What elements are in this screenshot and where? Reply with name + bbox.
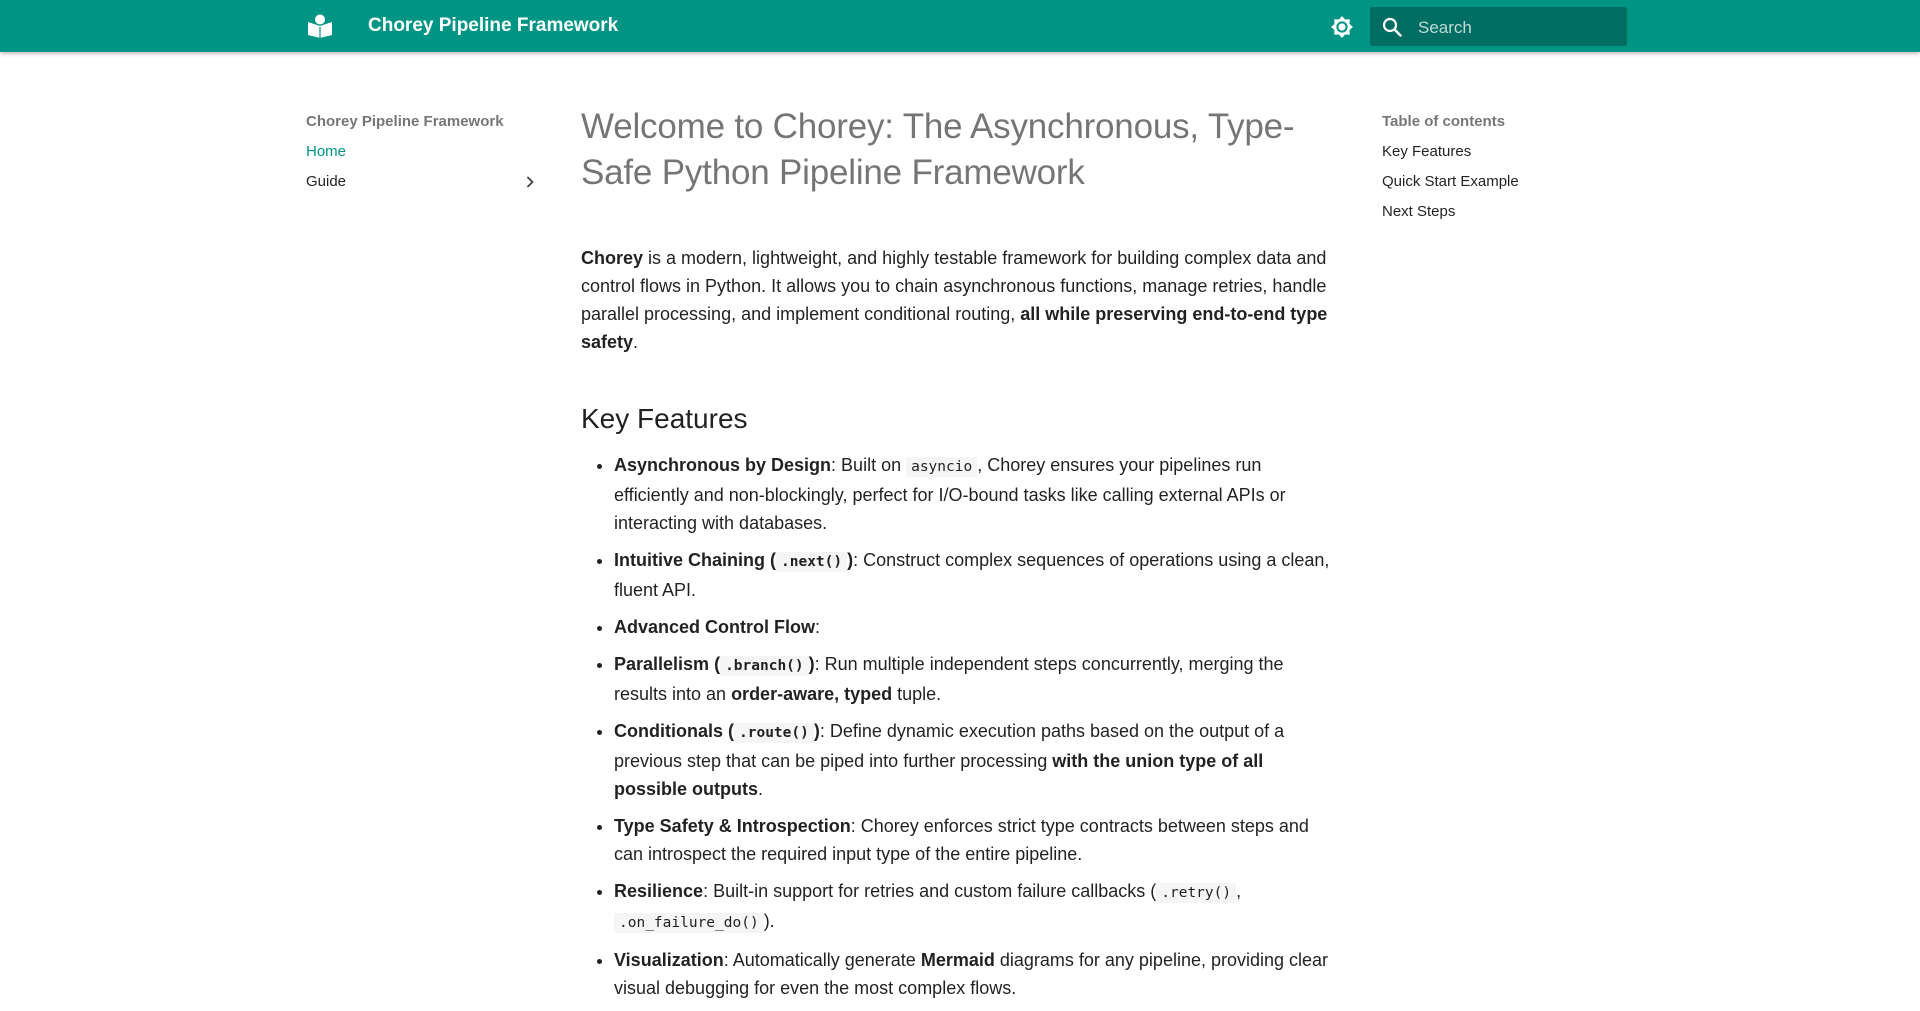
feature-text: , Chorey ensures your pipelines run efficiently and non-blockingly, perfect for I/O-bound tasks like calling external APIs or interacting with databases. bbox=[614, 455, 1286, 533]
feature-title-part: Conditionals ( bbox=[614, 721, 734, 741]
feature-text: : Automatically generate bbox=[723, 950, 921, 970]
feature-text: : Run multiple independent steps concurrently, merging the results into an bbox=[614, 654, 1284, 704]
feature-text: : Built on bbox=[831, 455, 907, 475]
feature-title bbox=[614, 550, 853, 570]
list-item bbox=[614, 613, 1341, 641]
list-item bbox=[614, 717, 1341, 803]
feature-title: Resilience bbox=[614, 881, 704, 901]
feature-text: . bbox=[758, 779, 764, 799]
list-item bbox=[614, 650, 1341, 708]
feature-text: : Define dynamic execution paths based on the output of a previous step that can be piped into further processing bbox=[614, 721, 1285, 771]
top-bar bbox=[0, 0, 1920, 52]
toc-item-key-features[interactable]: Key Features bbox=[1382, 143, 1472, 160]
feature-title: Type Safety & Introspection bbox=[614, 816, 851, 836]
theme-toggle-icon[interactable] bbox=[1328, 13, 1356, 41]
feature-title-part: ) bbox=[847, 550, 854, 570]
page-title: Welcome to Chorey: The Asynchronous, Type-Safe Python Pipeline Framework bbox=[581, 107, 1295, 192]
list-item bbox=[614, 451, 1341, 537]
feature-emphasis: Mermaid bbox=[920, 950, 995, 970]
intro-end: . bbox=[633, 332, 639, 352]
sidebar-item-guide[interactable] bbox=[306, 172, 538, 192]
toc-item-quick-start[interactable]: Quick Start Example bbox=[1382, 173, 1519, 190]
inline-code: .next() bbox=[776, 552, 847, 572]
sidebar-item-label: Guide bbox=[306, 173, 347, 190]
feature-text: , bbox=[1236, 881, 1242, 901]
feature-text: : Chorey enforces strict type contracts between steps and can introspect the required input type of the entire pipeline. bbox=[614, 816, 1309, 864]
site-title[interactable]: Chorey Pipeline Framework bbox=[368, 15, 619, 36]
inline-code: .route() bbox=[734, 723, 814, 743]
feature-text: ). bbox=[763, 911, 775, 931]
search-icon bbox=[1381, 16, 1403, 38]
table-of-contents bbox=[1382, 112, 1622, 222]
sidebar-item-home[interactable]: Home bbox=[306, 143, 347, 160]
feature-title bbox=[614, 721, 820, 741]
feature-title-part: ) bbox=[808, 654, 815, 674]
sidebar-heading: Chorey Pipeline Framework bbox=[306, 113, 504, 130]
feature-title-part: ) bbox=[813, 721, 820, 741]
key-features-heading: Key Features bbox=[581, 403, 748, 434]
intro-emphasis: all while preserving end-to-end type safety bbox=[581, 304, 1328, 352]
feature-title-part: Parallelism ( bbox=[614, 654, 721, 674]
intro-lead: Chorey bbox=[581, 248, 644, 268]
feature-title-part: Intuitive Chaining ( bbox=[614, 550, 776, 570]
inline-code: .on_failure_do() bbox=[614, 913, 764, 933]
feature-text: : bbox=[815, 617, 821, 637]
feature-text: diagrams for any pipeline, providing clear visual debugging for even the most complex flows. bbox=[614, 950, 1329, 998]
search-input[interactable] bbox=[1416, 7, 1620, 48]
toc-item-next-steps[interactable]: Next Steps bbox=[1382, 203, 1456, 220]
feature-text: : Built-in support for retries and custom failure callbacks ( bbox=[703, 881, 1157, 901]
feature-title: Advanced Control Flow bbox=[614, 617, 816, 637]
feature-title: Asynchronous by Design bbox=[614, 455, 832, 475]
sidebar-nav bbox=[306, 112, 538, 192]
feature-text: tuple. bbox=[892, 684, 942, 704]
feature-emphasis: with the union type of all possible outputs bbox=[614, 751, 1264, 799]
feature-title bbox=[614, 654, 815, 674]
list-item bbox=[614, 546, 1341, 604]
list-item bbox=[614, 877, 1341, 937]
intro-paragraph bbox=[581, 244, 1341, 356]
book-logo-icon[interactable] bbox=[306, 13, 334, 39]
feature-text: : Construct complex sequences of operations using a clean, fluent API. bbox=[614, 550, 1330, 600]
list-item bbox=[614, 946, 1341, 1002]
search-box[interactable] bbox=[1370, 7, 1627, 46]
features-list bbox=[581, 451, 1341, 1002]
inline-code: .branch() bbox=[720, 656, 809, 676]
main-content bbox=[581, 104, 1341, 1011]
feature-emphasis: order-aware, typed bbox=[731, 684, 893, 704]
inline-code: asyncio bbox=[906, 457, 977, 477]
toc-heading: Table of contents bbox=[1382, 113, 1506, 130]
list-item bbox=[614, 812, 1341, 868]
intro-text: is a modern, lightweight, and highly testable framework for building complex data and control flows in Python. It allows you to chain asynchronous functions, manage retries, handle parallel processing, and implement conditional routing, bbox=[581, 248, 1327, 324]
chevron-right-icon[interactable] bbox=[522, 174, 538, 190]
feature-title: Visualization bbox=[614, 950, 724, 970]
inline-code: .retry() bbox=[1156, 883, 1236, 903]
